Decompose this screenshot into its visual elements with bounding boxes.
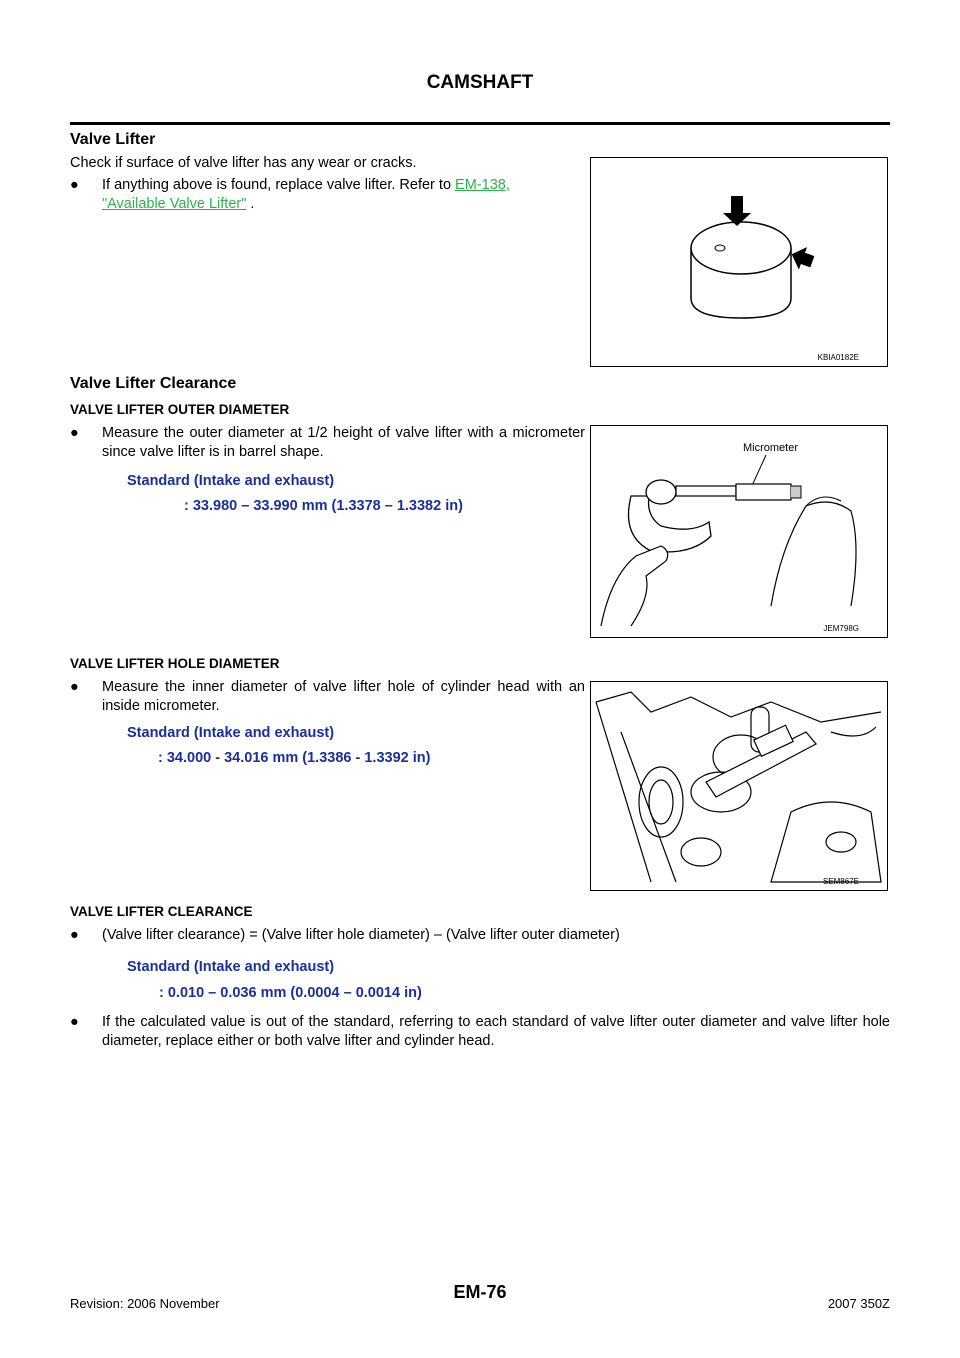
link-em-138[interactable]: EM-138,	[455, 177, 510, 193]
bullet-text: (Valve lifter clearance) = (Valve lifter hole diameter) – (Valve lifter outer diameter)	[102, 927, 620, 943]
subheading-hole-diameter: VALVE LIFTER HOLE DIAMETER	[70, 656, 280, 671]
bullet-dot: ●	[70, 679, 79, 695]
bullet-text: Measure the outer diameter at 1/2 height of valve lifter with a micrometer since valve lifter is in barrel shape.	[102, 425, 585, 460]
standard-label-hole: Standard (Intake and exhaust)	[127, 725, 335, 741]
figure-valve-lifter	[590, 157, 888, 367]
micrometer-illustration	[591, 426, 887, 637]
subheading-outer-diameter: VALVE LIFTER OUTER DIAMETER	[70, 402, 290, 417]
bullet-dot: ●	[70, 177, 79, 193]
standard-value-clearance: : 0.010 – 0.036 mm (0.0004 – 0.0014 in)	[159, 985, 422, 1001]
bullet-clearance-formula	[70, 926, 890, 945]
standard-label-outer: Standard (Intake and exhaust)	[127, 473, 335, 489]
figure-code: SEM867E	[822, 877, 859, 886]
bullet-out-of-standard	[70, 1013, 890, 1051]
figure-code: JEM798G	[823, 624, 859, 633]
footer-revision: Revision: 2006 November	[70, 1296, 220, 1311]
page-number: EM-76	[453, 1282, 507, 1302]
figure-code: KBIA0182E	[817, 353, 859, 362]
bullet-dot: ●	[70, 425, 79, 441]
section-heading-valve-lifter: Valve Lifter	[70, 131, 156, 148]
bullet-replace-lifter	[70, 176, 585, 214]
link-available-valve-lifter[interactable]: "Available Valve Lifter"	[102, 196, 247, 212]
bullet-suffix: .	[246, 196, 255, 212]
footer-model: 2007 350Z	[827, 1296, 890, 1311]
figure-cylinder-head	[590, 681, 888, 891]
arrow-left-icon	[788, 243, 817, 273]
header-rule	[70, 122, 890, 125]
page-title: CAMSHAFT	[426, 72, 534, 93]
figure-micrometer	[590, 425, 888, 638]
subheading-clearance: VALVE LIFTER CLEARANCE	[70, 904, 253, 919]
bullet-dot: ●	[70, 927, 79, 943]
intro-text: Check if surface of valve lifter has any wear or cracks.	[70, 155, 417, 171]
standard-label-clearance: Standard (Intake and exhaust)	[127, 959, 335, 975]
bullet-outer-diameter	[70, 424, 585, 462]
bullet-text: Measure the inner diameter of valve lifter hole of cylinder head with an inside micrometer.	[102, 679, 585, 714]
valve-lifter-illustration	[591, 158, 887, 366]
standard-value-outer: : 33.980 – 33.990 mm (1.3378 – 1.3382 in)	[184, 498, 463, 514]
bullet-dot: ●	[70, 1014, 79, 1030]
bullet-hole-diameter	[70, 678, 585, 716]
section-heading-clearance: Valve Lifter Clearance	[70, 375, 237, 392]
bullet-text: If anything above is found, replace valve lifter. Refer to	[102, 177, 456, 193]
standard-value-hole: : 34.000 - 34.016 mm (1.3386 - 1.3392 in)	[158, 750, 431, 766]
bullet-text: If the calculated value is out of the standard, referring to each standard of valve lifter outer diameter and valve lifter hole diameter, replace either or both valve lifter and cylinder head.	[102, 1014, 890, 1049]
cylinder-head-illustration	[591, 682, 887, 890]
figure-label-micrometer: Micrometer	[743, 442, 799, 454]
